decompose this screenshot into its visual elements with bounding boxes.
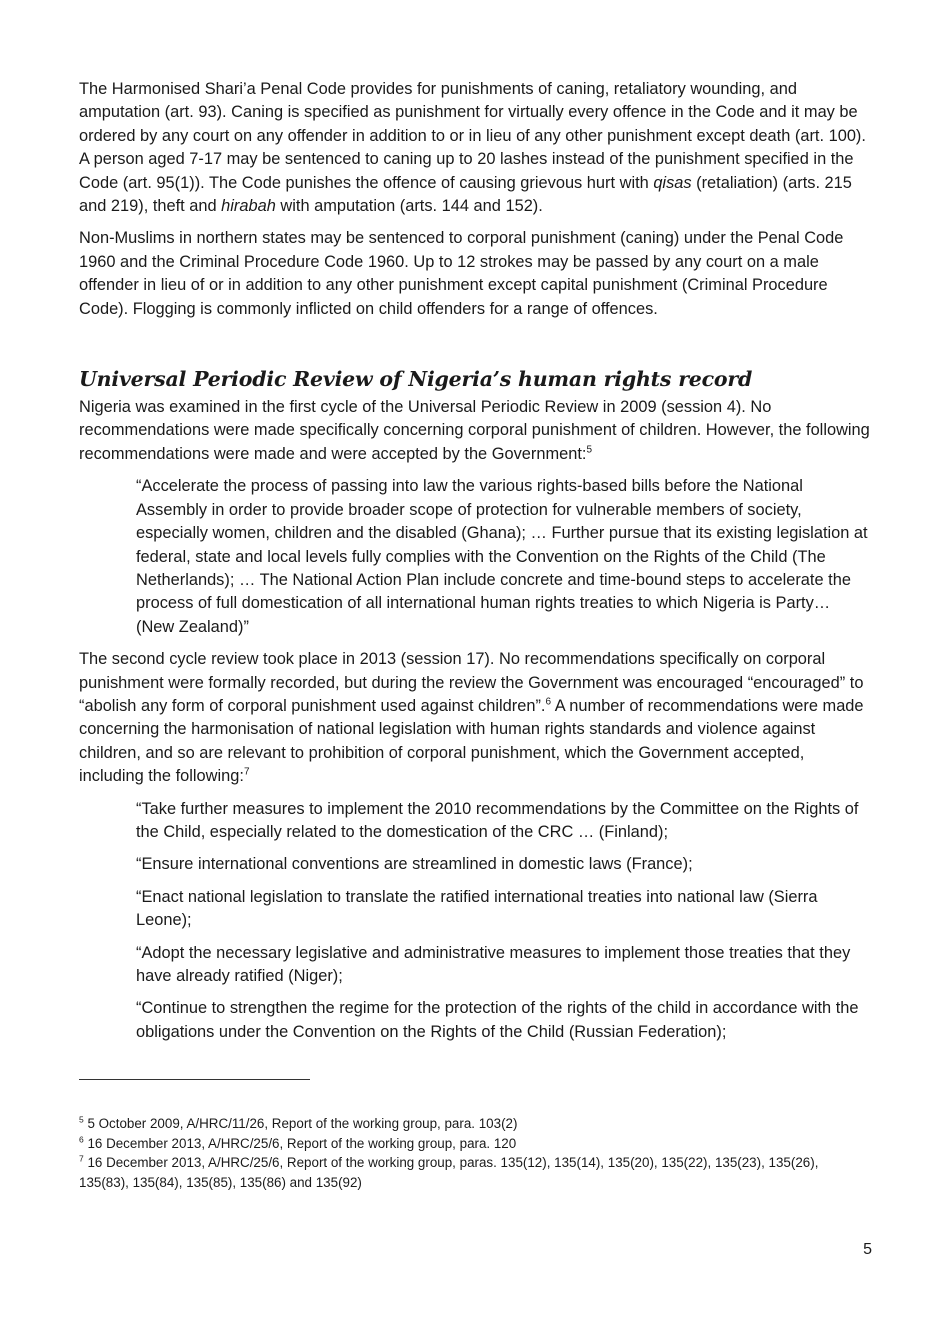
page-number: 5 <box>863 1241 872 1258</box>
footnote-separator <box>79 1079 310 1080</box>
footnote-6: $^6$ 16 December 2013, A/HRC/25/6, Report of the working group, para. 120 <box>79 1134 517 1151</box>
footnote-ref-6[interactable]: 6 <box>545 696 552 708</box>
quote-russian-federation: “Continue to strengthen the regime for the protection of the rights of the child in accordance with the obligations under the Convention on the Rights of the Child (Russian Federation); <box>136 999 859 1041</box>
paragraph-non-muslims: Non-Muslims in northern states may be sentenced to corporal punishment (caning) under the Penal Code 1960 and the Criminal Procedure Code 1960. Up to 12 strokes may be passed by any court on a male offender in lieu of or in addition to any other punishment except capital punishment (Criminal Procedure Code). Flogging is commonly inflicted on child offenders for a range of offences. <box>79 229 844 318</box>
footnote-ref-7[interactable]: 7 <box>243 766 250 778</box>
quote-first-cycle-recommendations: “Accelerate the process of passing into law the various rights-based bills before the National Assembly in order to provide broader scope of protection for vulnerable members of society, especially women, children and the disabled (Ghana); … Further pursue that its existing legislation at federal, state and local levels fully complies with the Convention on the Rights of the Child (The Netherlands); … The National Action Plan include concrete and time-bound steps to accelerate the process of full domestication of all international human rights treaties to which Nigeria is Party… (New Zealand)” <box>136 477 868 636</box>
quote-sierra-leone: “Enact national legislation to translate the ratified international treaties into national law (Sierra Leone); <box>136 887 818 930</box>
section-heading-upr: Universal Periodic Review of Nigeria’s human rights record <box>79 367 753 392</box>
term-qisas: qisas <box>653 173 692 192</box>
document-body <box>79 78 871 1053</box>
paragraph-shari-a-penal-code: The Harmonised Shari’a Penal Code provides for punishments of caning, retaliatory wounding, and amputation (art. 93). Caning is specified as punishment for virtually every offence in the Code and it may be ordered by any court on any offender in addition to or in lieu of any other punishment except death (art. 100). A person aged 7-17 may be sentenced to caning up to 20 lashes instead of the punishment specified in the Code (art. 95(1)). The Code punishes the offence of causing grievous hurt with qisas (retaliation) (arts. 215 and 219), theft and hirabah with amputation (arts. 144 and 152). <box>79 80 866 216</box>
quote-france: “Ensure international conventions are streamlined in domestic laws (France); <box>136 855 693 874</box>
quote-finland: “Take further measures to implement the 2010 recommendations by the Committee on the Rights of the Child, especially related to the domestication of the CRC … (Finland); <box>136 799 859 841</box>
footnote-5: $^5$ 5 October 2009, A/HRC/11/26, Report of the working group, para. 103(2) <box>79 1114 518 1131</box>
term-hirabah: hirabah <box>221 197 276 216</box>
footnote-ref-5[interactable]: 5 <box>586 444 593 456</box>
footnotes <box>79 1114 871 1192</box>
quote-niger: “Adopt the necessary legislative and administrative measures to implement those treaties that they have already ratified (Niger); <box>136 943 851 985</box>
footnote-7: $^7$ 16 December 2013, A/HRC/25/6, Report of the working group, paras. 135(12), 135(14), 135(20), 135(22), 135(23), 135(26), 135(83), 135(84), 135(85), 135(86) and 135(92) <box>79 1153 819 1190</box>
paragraph-upr-first-cycle: Nigeria was examined in the first cycle of the Universal Periodic Review in 2009 (session 4). No recommendations were made specifically concerning corporal punishment of children. However, the following recommendations were made and were accepted by the Government:$^5$ <box>79 398 870 463</box>
paragraph-upr-second-cycle: The second cycle review took place in 2013 (session 17). No recommendations specifically on corporal punishment were formally recorded, but during the review the Government was encouraged “encouraged” to “abolish any form of corporal punishment used against children”.$^6$ A number of recommendations were made concerning the harmonisation of national legislation with human rights standards and violence against children, and so are relevant to prohibition of corporal punishment, which the Government accepted, including the following:$^7$ <box>79 650 864 786</box>
